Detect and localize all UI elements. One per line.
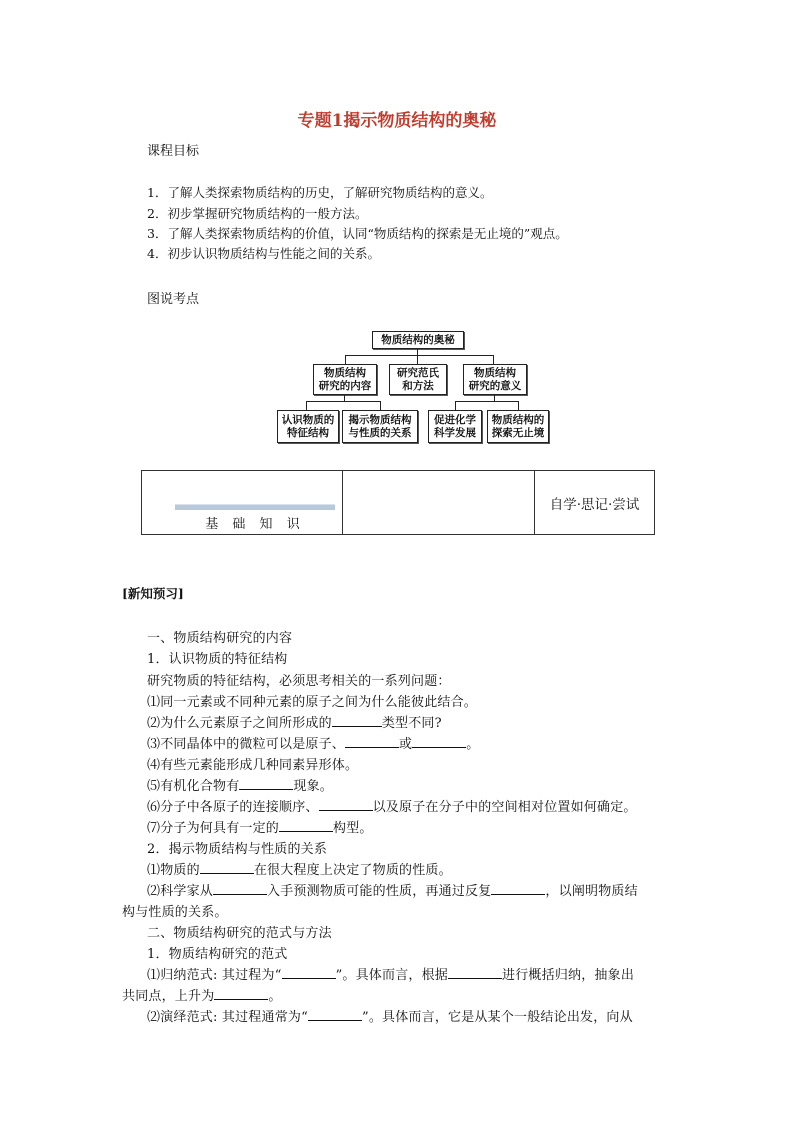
- question-text: 以及原子在分子中的空间相对位置如何确定。: [372, 800, 637, 815]
- banner-right-label: 自学·思记·尝试: [549, 496, 640, 513]
- subheading-2-1: 1．物质结构研究的范式: [147, 947, 288, 962]
- diagram-connector: [455, 401, 456, 410]
- goal-item-3: 3．了解人类探索物质结构的价值，认同“物质结构的探索是无止境的”观点。: [147, 226, 568, 241]
- question-2: [147, 712, 442, 731]
- table-divider: [342, 471, 343, 534]
- question-text: 构型。: [333, 821, 373, 836]
- subheading-1-1: 1．认识物质的特征结构: [147, 652, 288, 667]
- question-8: [147, 859, 452, 878]
- diagram-node-structure: 认识物质的 特征结构: [277, 410, 339, 443]
- answer-blank[interactable]: [200, 861, 254, 874]
- diagram-node-methods: 研究范氏 和方法: [389, 364, 447, 395]
- diagram-connector: [345, 355, 493, 356]
- preview-heading: [新知预习]: [122, 586, 184, 601]
- question-9-continued: 构与性质的关系。: [122, 905, 228, 920]
- diagram-connector: [344, 394, 345, 401]
- banner-bar: [175, 504, 335, 510]
- diagram-connector: [306, 401, 380, 402]
- page-title: 专题1揭示物质结构的奥秘: [297, 111, 497, 131]
- banner-left-label: 基 础 知 识: [205, 517, 305, 532]
- question-6: [147, 796, 637, 815]
- question-text: ⑺分子为何具有一定的: [147, 821, 280, 836]
- question-text: 在很大程度上决定了物质的性质。: [253, 863, 452, 878]
- question-text: ⑵演绎范式: 其过程通常为“: [147, 1010, 308, 1025]
- question-text: ，以阐明物质结: [545, 884, 638, 899]
- section-banner-table: [141, 470, 655, 535]
- question-3: [147, 733, 479, 752]
- diagram-connector: [518, 401, 519, 410]
- answer-blank[interactable]: [332, 714, 382, 727]
- diagram-node-content: 物质结构 研究的内容: [313, 364, 377, 395]
- answer-blank[interactable]: [282, 966, 336, 979]
- question-text: 类型不同?: [381, 716, 442, 731]
- question-text: 。: [268, 989, 282, 1004]
- answer-blank[interactable]: [239, 777, 293, 790]
- answer-blank[interactable]: [345, 735, 399, 748]
- heading-2: 二、物质结构研究的范式与方法: [147, 926, 332, 941]
- question-text: ⑶不同晶体中的微粒可以是原子、: [147, 737, 346, 752]
- question-text: ⑹分子中各原子的连接顺序、: [147, 800, 319, 815]
- diagram-connector: [306, 401, 307, 410]
- question-5: [147, 775, 333, 794]
- question-text: ⑴物质的: [147, 863, 200, 878]
- question-text: ⑸有机化合物有: [147, 779, 240, 794]
- question-1: ⑴同一元素或不同种元素的原子之间为什么能彼此结合。: [147, 695, 478, 710]
- answer-blank[interactable]: [308, 1008, 362, 1021]
- answer-blank[interactable]: [412, 735, 466, 748]
- section-heading-diagram: 图说考点: [147, 292, 200, 307]
- diagram-connector: [493, 355, 494, 364]
- question-text: 入手预测物质可能的性质，再通过反复: [267, 884, 492, 899]
- question-11: [147, 1006, 633, 1025]
- diagram-node-endless: 物质结构的 探索无止境: [487, 410, 549, 443]
- question-text: 进行概括归纳，抽象出: [502, 968, 635, 983]
- answer-blank[interactable]: [319, 798, 373, 811]
- diagram-node-relation: 揭示物质结构 与性质的关系: [342, 410, 418, 443]
- diagram-node-significance: 物质结构 研究的意义: [463, 364, 527, 395]
- question-10-continued: [122, 985, 282, 1004]
- question-text: 现象。: [293, 779, 334, 794]
- subheading-1-2: 2．揭示物质结构与性质的关系: [147, 842, 328, 857]
- heading-1: 一、物质结构研究的内容: [147, 631, 293, 646]
- diagram-connector: [455, 401, 518, 402]
- question-text: ⑵为什么元素原子之间所形成的: [147, 716, 332, 731]
- diagram-connector: [417, 355, 418, 364]
- diagram-connector: [380, 401, 381, 410]
- question-10: [147, 964, 634, 983]
- body-text: 研究物质的特征结构，必须思考相关的一系列问题：: [147, 674, 451, 689]
- question-text: ⑴归纳范式: 其过程为“: [147, 968, 282, 983]
- question-9: [147, 880, 638, 899]
- question-text: ”。具体而言，根据: [335, 968, 449, 983]
- question-text: 共同点，上升为: [122, 989, 215, 1004]
- diagram-connector: [494, 394, 495, 401]
- question-text: 。: [466, 737, 480, 752]
- section-heading-goals: 课程目标: [147, 144, 200, 159]
- answer-blank[interactable]: [214, 987, 268, 1000]
- question-text: ⑵科学家从: [147, 884, 214, 899]
- answer-blank[interactable]: [279, 819, 333, 832]
- question-text: ”。具体而言，它是从某个一般结论出发，向从: [361, 1010, 633, 1025]
- diagram-connector: [345, 355, 346, 364]
- diagram-node-development: 促进化学 科学发展: [428, 410, 482, 443]
- diagram-root-node: 物质结构的奥秘: [372, 331, 464, 349]
- question-7: [147, 817, 373, 836]
- answer-blank[interactable]: [213, 882, 267, 895]
- question-text: 或: [399, 737, 413, 752]
- goal-item-4: 4．初步认识物质结构与性能之间的关系。: [147, 246, 380, 261]
- goal-item-2: 2．初步掌握研究物质结构的一般方法。: [147, 206, 368, 221]
- diagram-connector: [417, 348, 418, 355]
- question-4: ⑷有些元素能形成几种同素异形体。: [147, 758, 359, 773]
- goal-item-1: 1．了解人类探索物质结构的历史，了解研究物质结构的意义。: [147, 185, 493, 200]
- answer-blank[interactable]: [448, 966, 502, 979]
- answer-blank[interactable]: [491, 882, 545, 895]
